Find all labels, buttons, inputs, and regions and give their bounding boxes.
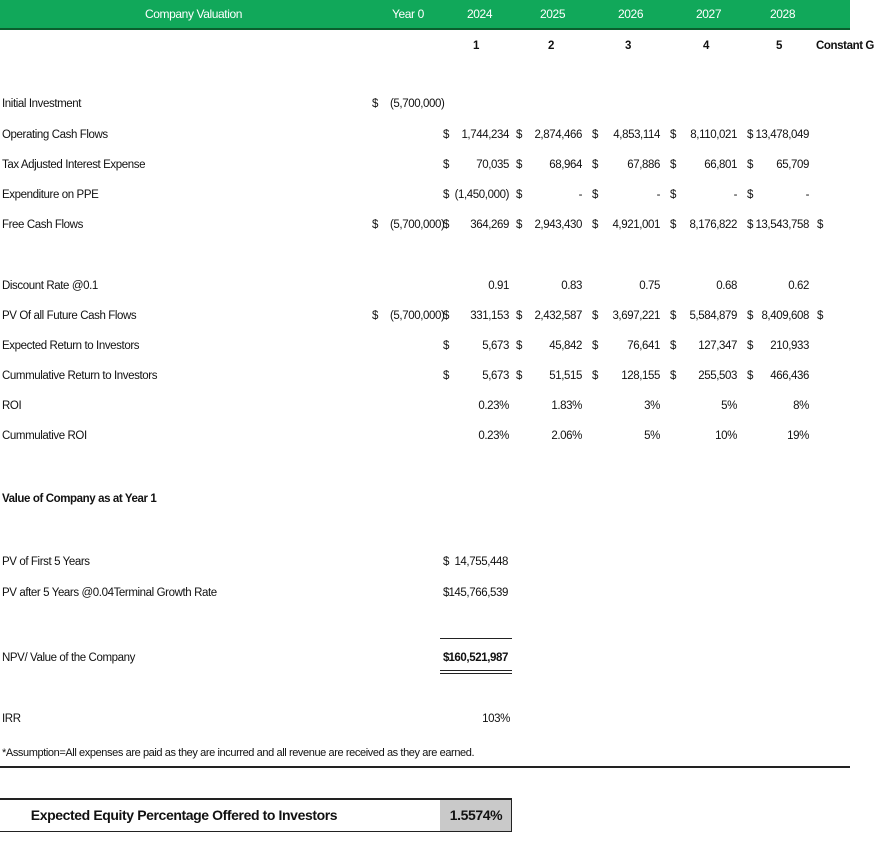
equity-label: Expected Equity Percentage Offered to Investors: [30, 807, 338, 823]
value-cell[interactable]: -: [656, 189, 660, 201]
currency-symbol: $: [747, 370, 753, 382]
value-cell[interactable]: 8,409,608: [761, 310, 809, 322]
col-header-year0[interactable]: Year 0: [392, 7, 424, 21]
row-label: Discount Rate @0.1: [2, 280, 98, 292]
period-number-4: 4: [703, 40, 709, 52]
currency-symbol: $: [592, 129, 598, 141]
value-cell[interactable]: 13,478,049: [755, 129, 809, 141]
value-cell[interactable]: 8,176,822: [689, 219, 737, 231]
year0-cell[interactable]: (5,700,000): [390, 310, 445, 322]
currency-symbol: $: [516, 219, 522, 231]
currency-symbol: $: [516, 159, 522, 171]
value-cell[interactable]: 4,921,001: [612, 219, 660, 231]
value-cell[interactable]: 76,641: [627, 340, 660, 352]
pv-first-label: PV of First 5 Years: [2, 556, 90, 568]
section-divider: [0, 766, 850, 768]
currency-symbol: $: [747, 159, 753, 171]
value-cell[interactable]: 5%: [644, 430, 660, 442]
constant-growth-header: Constant G: [816, 40, 874, 52]
value-cell[interactable]: 3%: [644, 400, 660, 412]
currency-symbol: $: [670, 129, 676, 141]
currency-symbol: $: [443, 310, 449, 322]
row-label: PV Of all Future Cash Flows: [2, 310, 137, 322]
value-cell[interactable]: 66,801: [704, 159, 737, 171]
row-label: Expenditure on PPE: [2, 189, 99, 201]
value-cell[interactable]: 0.23%: [478, 430, 509, 442]
row-label: Expected Return to Investors: [2, 340, 140, 352]
value-cell[interactable]: 0.62: [788, 280, 809, 292]
value-cell[interactable]: 2,943,430: [534, 219, 582, 231]
value-cell[interactable]: 45,842: [549, 340, 582, 352]
currency-symbol: $: [516, 310, 522, 322]
sheet-title: Company Valuation: [145, 7, 243, 21]
row-label: Initial Investment: [2, 98, 82, 110]
period-number-2: 2: [548, 40, 554, 52]
col-header-2025[interactable]: 2025: [540, 7, 566, 21]
value-cell[interactable]: 127,347: [698, 340, 737, 352]
currency-symbol: $: [670, 370, 676, 382]
value-cell[interactable]: 68,964: [549, 159, 582, 171]
value-cell[interactable]: 5,673: [482, 340, 509, 352]
currency-symbol: $: [670, 159, 676, 171]
period-number-5: 5: [776, 40, 782, 52]
value-cell[interactable]: 255,503: [698, 370, 737, 382]
col-header-2026[interactable]: 2026: [618, 7, 644, 21]
currency-symbol: $: [670, 219, 676, 231]
value-cell[interactable]: 0.83: [561, 280, 582, 292]
value-cell[interactable]: 10%: [715, 430, 737, 442]
currency-symbol: $: [516, 340, 522, 352]
equity-box-bottom: [0, 831, 512, 832]
value-cell[interactable]: 19%: [787, 430, 809, 442]
value-cell[interactable]: 0.91: [488, 280, 509, 292]
row-label: Cummulative ROI: [2, 430, 87, 442]
sum-rule: [440, 638, 512, 639]
value-cell[interactable]: 5%: [721, 400, 737, 412]
value-cell[interactable]: 65,709: [776, 159, 809, 171]
value-cell[interactable]: 5,584,879: [689, 310, 737, 322]
value-cell[interactable]: 1.83%: [551, 400, 582, 412]
value-cell[interactable]: 5,673: [482, 370, 509, 382]
value-cell[interactable]: 3,697,221: [612, 310, 660, 322]
value-cell[interactable]: 8%: [793, 400, 809, 412]
value-cell[interactable]: (1,450,000): [454, 189, 509, 201]
valuation-heading: Value of Company as at Year 1: [2, 493, 157, 505]
value-cell[interactable]: 466,436: [770, 370, 809, 382]
irr-label: IRR: [2, 713, 21, 725]
npv-label: NPV/ Value of the Company: [2, 652, 135, 664]
currency-symbol: $: [747, 129, 753, 141]
equity-box-top: [0, 798, 512, 800]
col-header-2024[interactable]: 2024: [467, 7, 493, 21]
currency-symbol: $: [372, 310, 378, 322]
irr-value[interactable]: 103%: [482, 713, 510, 725]
value-cell[interactable]: 0.68: [716, 280, 737, 292]
value-cell[interactable]: 210,933: [770, 340, 809, 352]
row-label: Operating Cash Flows: [2, 129, 108, 141]
row-label: Tax Adjusted Interest Expense: [2, 159, 146, 171]
currency-symbol: $: [747, 310, 753, 322]
value-cell[interactable]: 0.23%: [478, 400, 509, 412]
currency-symbol: $: [516, 129, 522, 141]
year0-cell[interactable]: (5,700,000): [390, 219, 445, 231]
currency-symbol: $: [670, 310, 676, 322]
value-cell[interactable]: 1,744,234: [461, 129, 509, 141]
currency-symbol: $: [592, 159, 598, 171]
value-cell[interactable]: 67,886: [627, 159, 660, 171]
currency-symbol: $: [592, 219, 598, 231]
currency-symbol: $: [443, 556, 449, 568]
npv-value[interactable]: 160,521,987: [448, 652, 508, 664]
currency-symbol: $: [592, 189, 598, 201]
period-number-3: 3: [625, 40, 631, 52]
value-cell[interactable]: -: [733, 189, 737, 201]
equity-value[interactable]: 1.5574%: [449, 807, 503, 823]
currency-symbol: $: [747, 219, 753, 231]
double-underline-bottom: [440, 673, 512, 674]
currency-symbol: $: [372, 98, 378, 110]
currency-symbol: $: [592, 370, 598, 382]
value-cell[interactable]: 0.75: [639, 280, 660, 292]
col-header-2028[interactable]: 2028: [770, 7, 796, 21]
row-label: Cummulative Return to Investors: [2, 370, 158, 382]
currency-symbol: $: [747, 340, 753, 352]
currency-symbol: $: [443, 340, 449, 352]
period-number-1: 1: [473, 40, 479, 52]
currency-symbol: $: [372, 219, 378, 231]
value-cell[interactable]: 364,269: [470, 219, 509, 231]
value-cell[interactable]: 331,153: [470, 310, 509, 322]
currency-symbol: $: [747, 189, 753, 201]
value-cell[interactable]: 128,155: [621, 370, 660, 382]
value-cell[interactable]: 51,515: [549, 370, 582, 382]
currency-symbol: $: [443, 189, 449, 201]
value-cell[interactable]: -: [805, 189, 809, 201]
pv-after-label: PV after 5 Years @0.04Terminal Growth Rate: [2, 587, 217, 599]
currency-symbol: $: [443, 587, 449, 599]
double-underline-top: [440, 670, 512, 671]
currency-symbol: $: [670, 189, 676, 201]
currency-symbol: $: [443, 159, 449, 171]
value-cell[interactable]: -: [578, 189, 582, 201]
value-cell[interactable]: 70,035: [476, 159, 509, 171]
currency-symbol: $: [443, 129, 449, 141]
value-cell[interactable]: 2,874,466: [534, 129, 582, 141]
year0-cell[interactable]: (5,700,000): [390, 98, 445, 110]
pv-first-value[interactable]: 14,755,448: [454, 556, 508, 568]
currency-symbol: $: [817, 310, 823, 322]
value-cell[interactable]: 4,853,114: [613, 129, 660, 141]
row-label: ROI: [2, 400, 22, 412]
pv-after-value[interactable]: 145,766,539: [448, 587, 508, 599]
assumption-note: *Assumption=All expenses are paid as they are incurred and all revenue are received as they are earned.: [2, 747, 475, 759]
col-header-2027[interactable]: 2027: [696, 7, 722, 21]
currency-symbol: $: [592, 340, 598, 352]
currency-symbol: $: [516, 370, 522, 382]
row-label: Free Cash Flows: [2, 219, 83, 231]
value-cell[interactable]: 2.06%: [551, 430, 582, 442]
currency-symbol: $: [443, 370, 449, 382]
value-cell[interactable]: 13,543,758: [755, 219, 809, 231]
currency-symbol: $: [443, 652, 449, 664]
currency-symbol: $: [592, 310, 598, 322]
currency-symbol: $: [516, 189, 522, 201]
header-bar: [0, 0, 850, 30]
value-cell[interactable]: 8,110,021: [690, 129, 737, 141]
currency-symbol: $: [817, 219, 823, 231]
value-cell[interactable]: 2,432,587: [534, 310, 582, 322]
currency-symbol: $: [670, 340, 676, 352]
currency-symbol: $: [443, 219, 449, 231]
